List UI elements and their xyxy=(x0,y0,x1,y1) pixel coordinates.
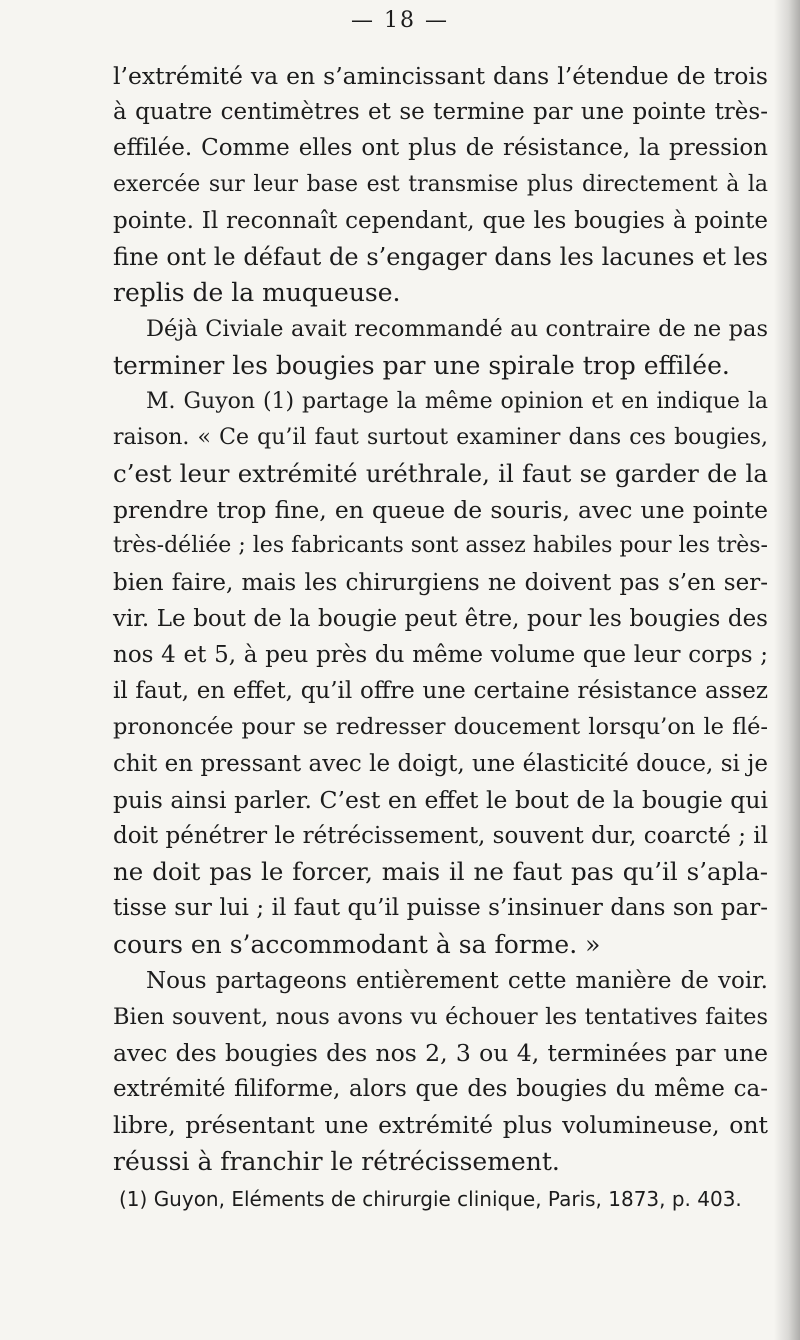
text-line: pointe. Il reconnaît cependant, que les bougies à pointe xyxy=(113,207,768,234)
text-line: effilée. Comme elles ont plus de résistance, la pression xyxy=(113,135,768,162)
text-line: très-déliée ; les fabricants sont assez habiles pour les très- xyxy=(113,533,768,559)
text-line: raison. « Ce qu’il faut surtout examiner dans ces bougies, xyxy=(113,424,768,450)
text-line: bien faire, mais les chirurgiens ne doivent pas s’en ser- xyxy=(113,569,768,596)
text-line: tisse sur lui ; il faut qu’il puisse s’insinuer dans son par- xyxy=(113,895,768,922)
text-line: M. Guyon (1) partage la même opinion et en indique la xyxy=(146,388,768,414)
text-line: extrémité filiforme, alors que des bougies du même ca- xyxy=(113,1076,768,1103)
text-line: prendre trop fine, en queue de souris, avec une pointe xyxy=(113,496,768,525)
text-line: libre, présentant une extrémité plus volumineuse, ont xyxy=(113,1111,768,1140)
text-line: l’extrémité va en s’amincissant dans l’étendue de trois xyxy=(113,62,768,90)
text-line: nos 4 et 5, à peu près du même volume que leur corps ; xyxy=(113,642,768,668)
text-line: c’est leur extrémité uréthrale, il faut se garder de la xyxy=(113,459,768,489)
text-line: fine ont le défaut de s’engager dans les lacunes et les xyxy=(113,242,768,271)
text-line: avec des bougies des nos 2, 3 ou 4, terminées par une xyxy=(113,1039,768,1068)
text-line: ne doit pas le forcer, mais il ne faut pas qu’il s’apla- xyxy=(113,857,768,887)
body-text xyxy=(113,58,768,1214)
text-line: cours en s’accommodant à sa forme. » xyxy=(113,929,601,959)
text-line: vir. Le bout de la bougie peut être, pour les bougies des xyxy=(113,605,768,632)
text-line: prononcée pour se redresser doucement lorsqu’on le flé- xyxy=(113,714,768,741)
text-line: Bien souvent, nous avons vu échouer les tentatives faites xyxy=(113,1003,768,1030)
text-line: doit pénétrer le rétrécissement, souvent dur, coarcté ; il xyxy=(113,822,768,849)
text-line: chit en pressant avec le doigt, une élasticité douce, si je xyxy=(113,750,768,777)
text-line: replis de la muqueuse. xyxy=(113,278,401,308)
page-edge-shadow xyxy=(774,0,800,1340)
text-line: puis ainsi parler. C’est en effet le bout de la bougie qui xyxy=(113,785,768,814)
text-line: terminer les bougies par une spirale trop effilée. xyxy=(113,350,730,380)
page-number: — 18 — xyxy=(351,8,449,33)
text-line: à quatre centimètres et se termine par une pointe très- xyxy=(113,99,768,126)
text-line: Nous partageons entièrement cette manière de voir. xyxy=(146,967,768,994)
footnote: (1) Guyon, Eléments de chirurgie clinique, Paris, 1873, p. 403. xyxy=(119,1186,742,1211)
text-line: il faut, en effet, qu’il offre une certaine résistance assez xyxy=(113,678,768,705)
paragraph-lines xyxy=(113,58,768,1180)
text-line: Déjà Civiale avait recommandé au contraire de ne pas xyxy=(146,316,768,343)
text-line: réussi à franchir le rétrécissement. xyxy=(113,1146,560,1176)
text-line: exercée sur leur base est transmise plus directement à la xyxy=(113,171,768,197)
